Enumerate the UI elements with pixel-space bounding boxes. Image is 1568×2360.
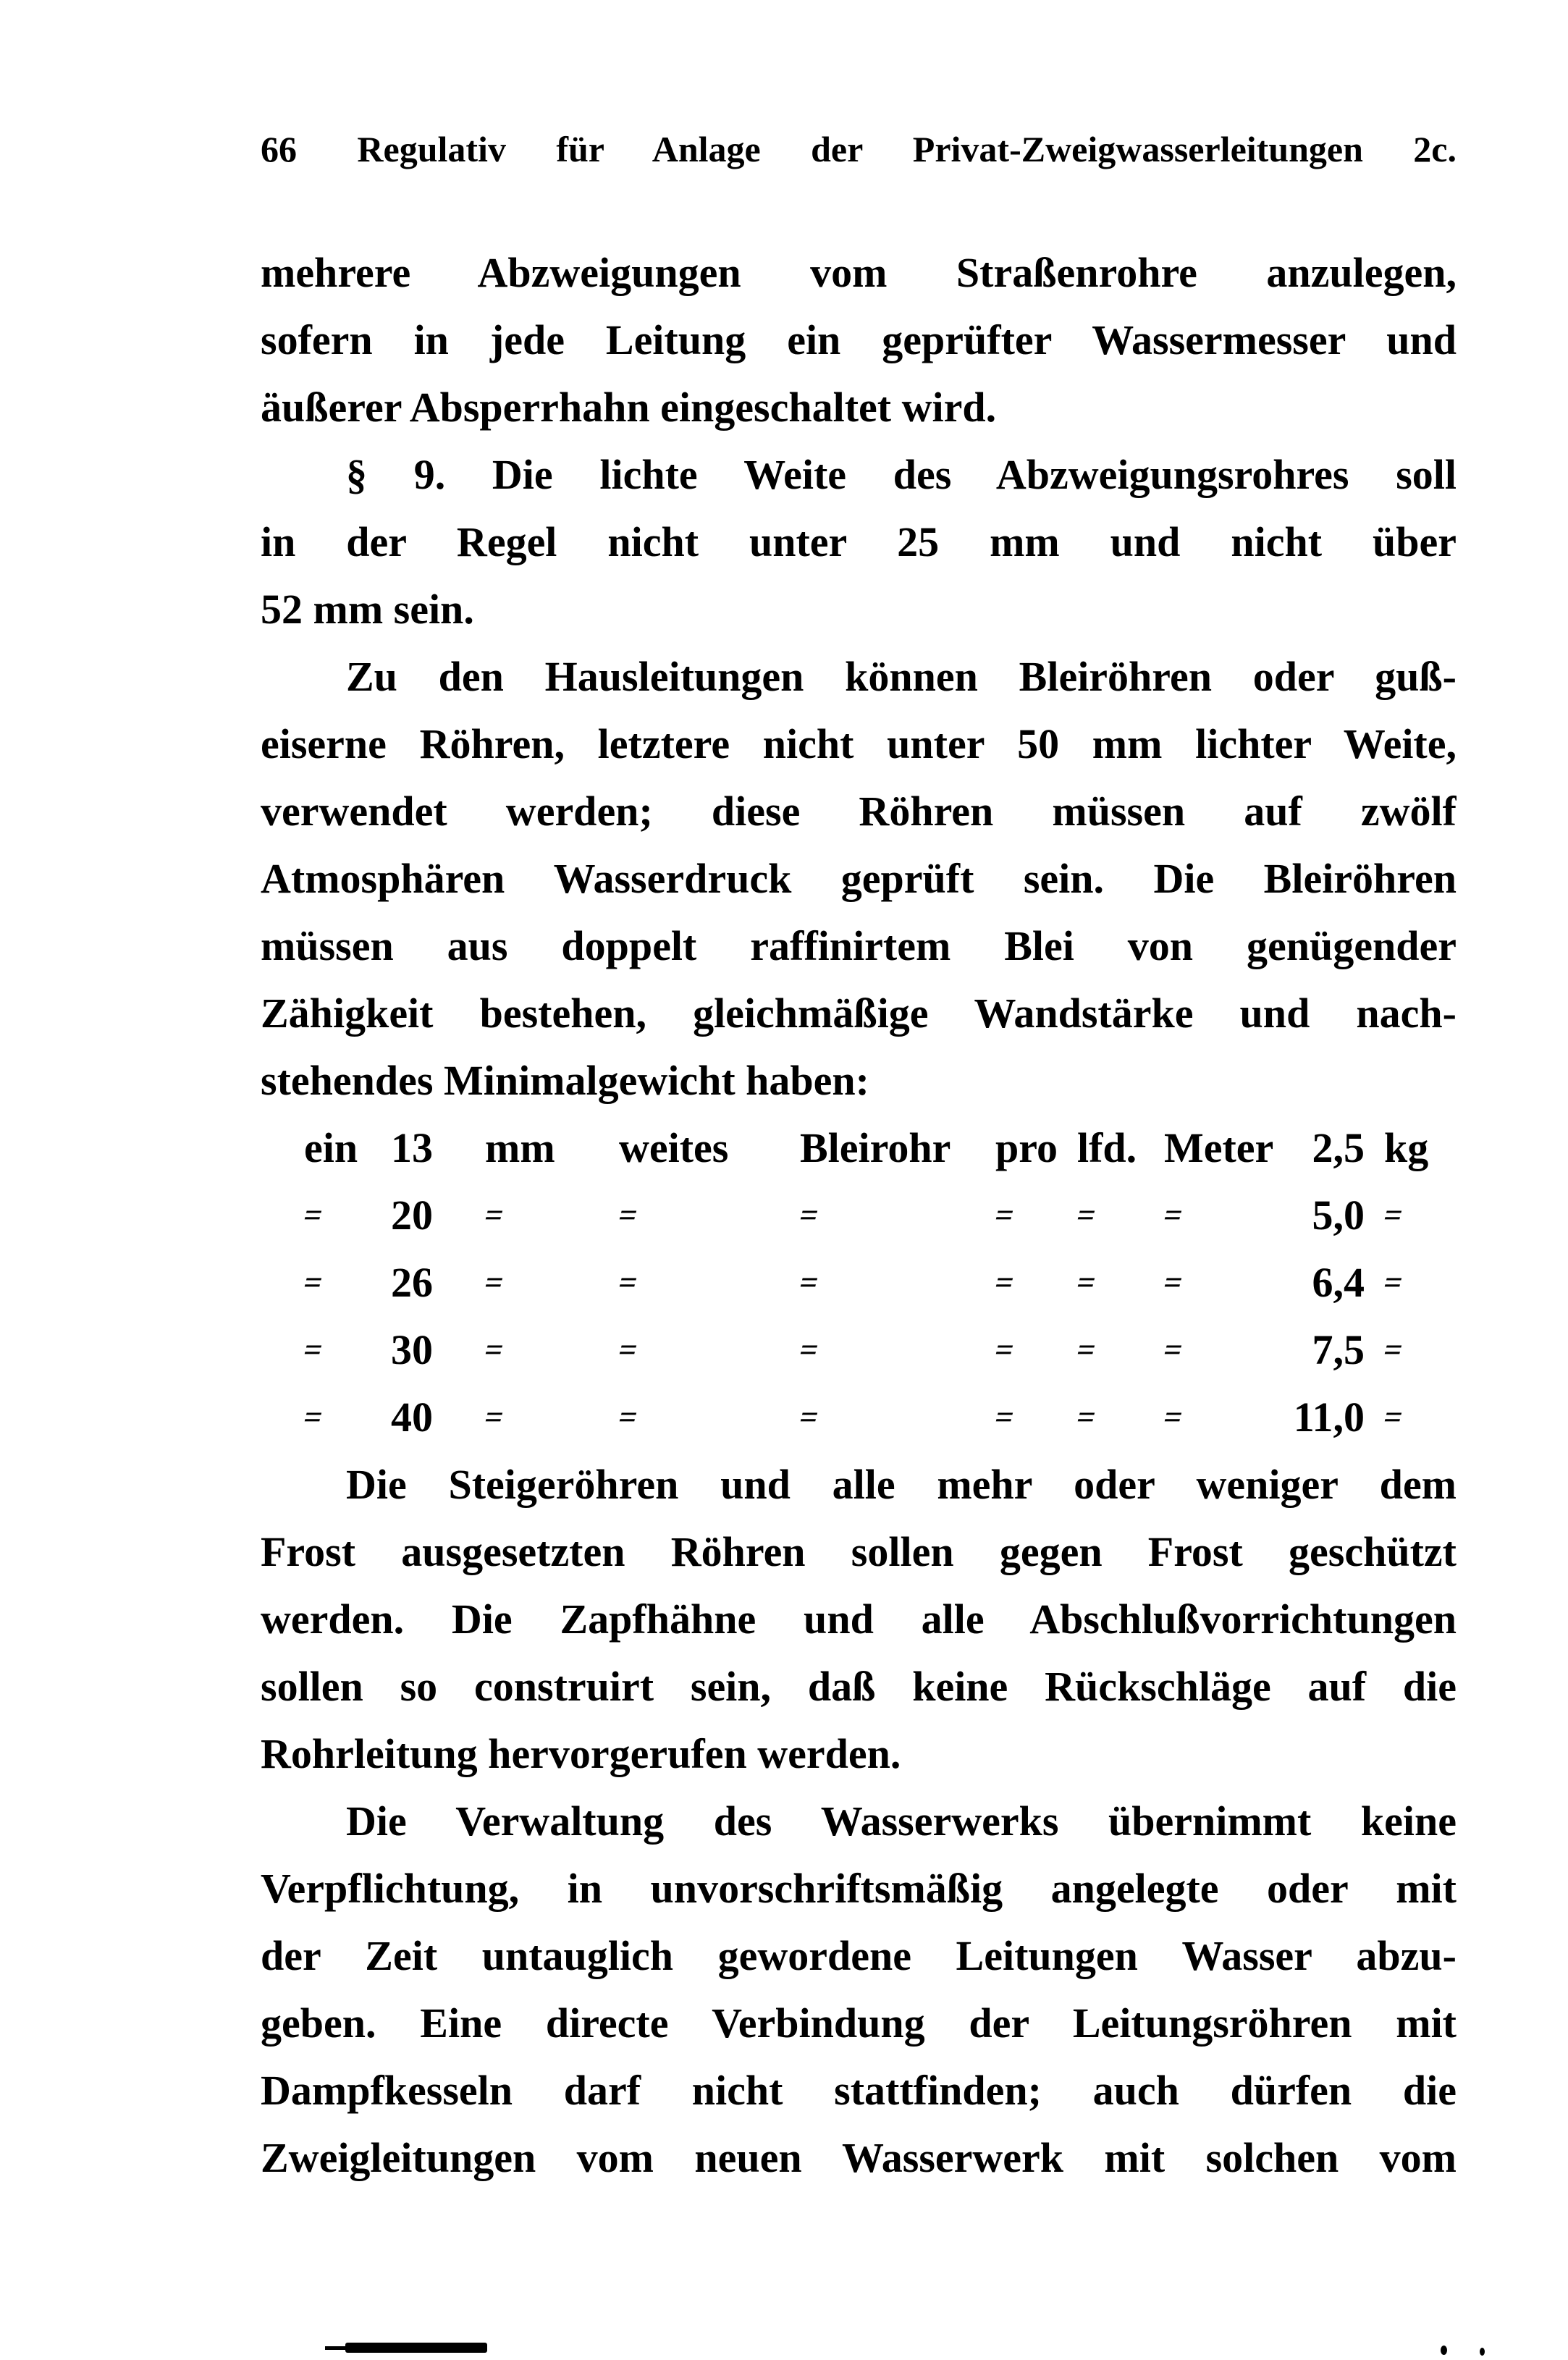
ditto-mark: =: [480, 1332, 507, 1367]
text-line: mehrere Abzweigungen vom Straßenrohre anzulegen,: [261, 249, 1457, 296]
ditto-mark: =: [990, 1332, 1017, 1367]
ditto-mark: =: [614, 1197, 641, 1233]
table-cell: ein: [304, 1124, 358, 1171]
table-cell: 26: [391, 1259, 433, 1306]
table-cell: 20: [391, 1192, 433, 1239]
ditto-mark: =: [990, 1399, 1017, 1435]
table-cell: 30: [391, 1326, 433, 1373]
ditto-mark: =: [1379, 1197, 1406, 1233]
text-line: verwendet werden; diese Röhren müssen auf zwölf: [261, 788, 1457, 835]
ditto-mark: =: [1072, 1265, 1099, 1300]
text-line: sofern in jede Leitung ein geprüfter Wassermesser und: [261, 316, 1457, 363]
text-line: § 9. Die lichte Weite des Abzweigungsrohres soll: [346, 451, 1457, 498]
table-cell: 6,4: [1312, 1259, 1365, 1306]
table-cell: 13: [391, 1124, 433, 1171]
ditto-mark: =: [614, 1265, 641, 1300]
page-number: 66: [261, 129, 297, 169]
text-line: Verpflichtung, in unvorschriftsmäßig angelegte oder mit: [261, 1865, 1457, 1912]
table-cell: mm: [485, 1124, 555, 1171]
ditto-mark: =: [299, 1197, 326, 1233]
ink-speck: [1441, 2346, 1447, 2355]
paragraph: [261, 1787, 1457, 2191]
table-cell: 2,5: [1312, 1124, 1365, 1171]
text-line: Rohrleitung hervorgerufen werden.: [261, 1730, 901, 1777]
ditto-mark: =: [795, 1197, 822, 1233]
table-cell: lfd.: [1077, 1124, 1137, 1171]
paragraph: [261, 441, 1457, 643]
ditto-mark: =: [480, 1197, 507, 1233]
table-row: [261, 1316, 1457, 1383]
table-cell: pro: [995, 1124, 1058, 1171]
ditto-mark: =: [795, 1399, 822, 1435]
table-cell: 7,5: [1312, 1326, 1365, 1373]
text-line: in der Regel nicht unter 25 mm und nicht über: [261, 518, 1457, 565]
text-line: stehendes Minimalgewicht haben:: [261, 1057, 869, 1104]
ditto-mark: =: [1379, 1399, 1406, 1435]
ditto-mark: =: [1379, 1332, 1406, 1367]
table-row: [261, 1181, 1457, 1249]
paragraph: [261, 1451, 1457, 1787]
text-line: Zu den Hausleitungen können Bleiröhren oder guß-: [346, 653, 1457, 700]
ditto-mark: =: [1379, 1265, 1406, 1300]
text-line: Atmosphären Wasserdruck geprüft sein. Die Bleiröhren: [261, 855, 1457, 902]
text-line: der Zeit untauglich gewordene Leitungen Wasser abzu-: [261, 1932, 1457, 1979]
ditto-mark: =: [1159, 1265, 1186, 1300]
ditto-mark: =: [1072, 1332, 1099, 1367]
ditto-mark: =: [990, 1265, 1017, 1300]
ditto-mark: =: [795, 1265, 822, 1300]
text-line: Zähigkeit bestehen, gleichmäßige Wandstärke und nach-: [261, 990, 1457, 1037]
ditto-mark: =: [480, 1265, 507, 1300]
table-cell: 40: [391, 1394, 433, 1441]
text-column: [261, 0, 1457, 2191]
text-line: Die Steigeröhren und alle mehr oder weniger dem: [346, 1461, 1457, 1508]
ditto-mark: =: [1072, 1197, 1099, 1233]
text-line: Die Verwaltung des Wasserwerks übernimmt keine: [346, 1798, 1457, 1845]
table-cell: 11,0: [1293, 1394, 1365, 1441]
ditto-mark: =: [1159, 1332, 1186, 1367]
table-cell: 5,0: [1312, 1192, 1365, 1239]
text-line: sollen so construirt sein, daß keine Rückschläge auf die: [261, 1663, 1457, 1710]
ink-speck: [1480, 2348, 1485, 2356]
ditto-mark: =: [480, 1399, 507, 1435]
ditto-mark: =: [1159, 1399, 1186, 1435]
text-line: 52 mm sein.: [261, 586, 474, 633]
running-title: Regulativ für Anlage der Privat-Zweigwasserleitungen 2c.: [357, 129, 1457, 169]
ditto-mark: =: [795, 1332, 822, 1367]
table-row: [261, 1249, 1457, 1316]
weight-table: [261, 1114, 1457, 1451]
running-header: [261, 123, 1457, 175]
text-line: Dampfkesseln darf nicht stattfinden; auch dürfen die: [261, 2067, 1457, 2114]
ditto-mark: =: [299, 1265, 326, 1300]
text-line: Zweigleitungen vom neuen Wasserwerk mit solchen vom: [261, 2134, 1457, 2181]
table-row: [261, 1114, 1457, 1181]
table-row: [261, 1383, 1457, 1451]
ditto-mark: =: [299, 1332, 326, 1367]
table-cell: kg: [1384, 1124, 1429, 1171]
text-line: geben. Eine directe Verbindung der Leitungsröhren mit: [261, 1999, 1457, 2047]
paragraph: [261, 239, 1457, 441]
ditto-mark: =: [1072, 1399, 1099, 1435]
text-line: müssen aus doppelt raffinirtem Blei von genügender: [261, 922, 1457, 969]
signature-bar: [345, 2343, 487, 2353]
table-cell: weites: [619, 1124, 729, 1171]
ditto-mark: =: [614, 1332, 641, 1367]
text-line: werden. Die Zapfhähne und alle Abschlußvorrichtungen: [261, 1596, 1457, 1643]
table-cell: Meter: [1164, 1124, 1274, 1171]
text-line: äußerer Absperrhahn eingeschaltet wird.: [261, 384, 997, 431]
ditto-mark: =: [990, 1197, 1017, 1233]
ditto-mark: =: [1159, 1197, 1186, 1233]
text-line: Frost ausgesetzten Röhren sollen gegen Frost geschützt: [261, 1528, 1457, 1575]
paragraph: [261, 643, 1457, 1114]
ditto-mark: =: [299, 1399, 326, 1435]
ditto-mark: =: [614, 1399, 641, 1435]
text-line: eiserne Röhren, letztere nicht unter 50 mm lichter Weite,: [261, 720, 1457, 767]
table-cell: Bleirohr: [800, 1124, 951, 1171]
